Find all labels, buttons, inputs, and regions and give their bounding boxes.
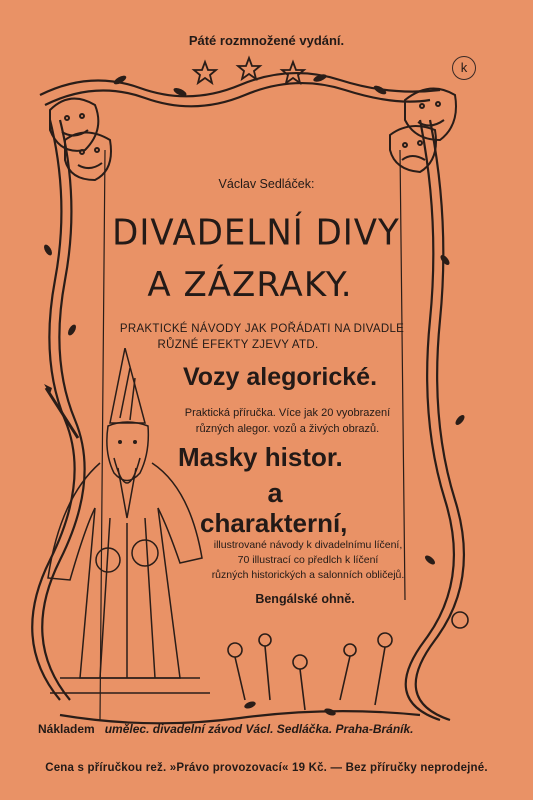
heading-vozy: Vozy alegorické. [182, 363, 378, 391]
vozy-line1: Praktická příručka. Více jak 20 vyobrazení [184, 407, 391, 419]
publisher-line [38, 722, 498, 736]
main-title-line2: A ZÁZRAKY. [147, 265, 353, 305]
heading-charakterni: charakterní, [200, 508, 348, 538]
edition-line: Páté rozmnožené vydání. [188, 33, 345, 48]
vozy-line2: různých alegor. vozů a živých obrazů. [195, 423, 380, 435]
masky-line2: 70 illustrací co předlch k líčení [237, 554, 379, 566]
masky-line1: illustrované návody k divadelnímu líčení, [213, 539, 403, 551]
main-title-line1: DIVADELNÍ DIVY [112, 212, 400, 254]
masky-description [198, 538, 418, 583]
price-line: Cena s příručkou rež. »Právo provozovací« 19 Kč. — Bez příručky neprodejné. [45, 762, 488, 774]
bengal-fires: Bengálské ohně. [255, 592, 355, 606]
stars [194, 58, 304, 83]
publisher-text: umělec. divadelní závod Václ. Sedláčka. Praha-Bráník. [104, 722, 414, 736]
subtitle-line1: PRAKTICKÉ NÁVODY JAK POŘÁDATI NA DIVADLE [119, 323, 405, 335]
masky-line3: různých historických a salonních obličejů. [211, 569, 405, 581]
publisher-label: Nákladem [38, 722, 95, 736]
heading-masky: Masky histor. [178, 442, 343, 472]
vozy-description [165, 405, 410, 437]
subtitle-line2: RŮZNÉ EFEKTY ZJEVY ATD. [157, 339, 319, 351]
handwritten-note: k [452, 56, 476, 80]
author-line: Václav Sedláček: [218, 177, 315, 191]
magician-illustration [40, 348, 215, 708]
heading-masky-a: a [267, 478, 283, 508]
